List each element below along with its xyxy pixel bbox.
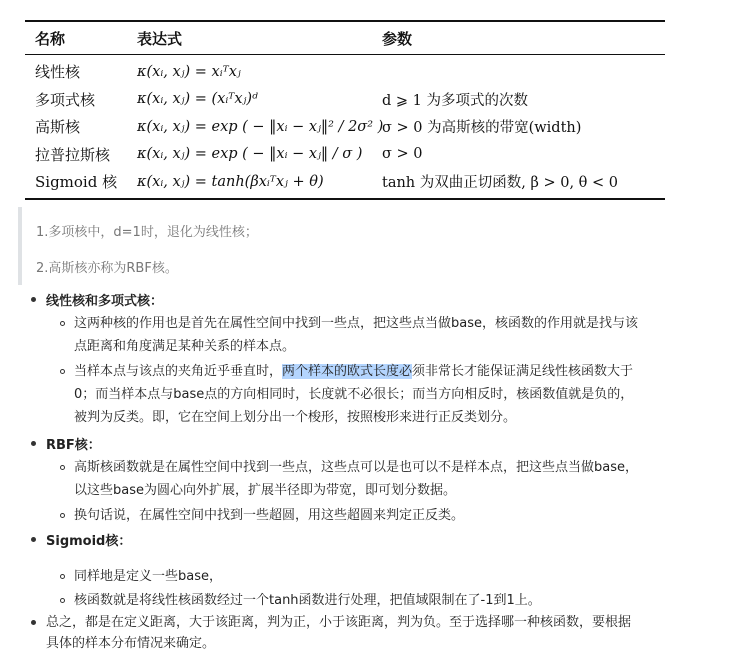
quote-line: 2.高斯核亦称为RBF核。 xyxy=(36,261,178,276)
kernel-expression: κ(xᵢ, xⱼ) = (xᵢᵀxⱼ)ᵈ xyxy=(137,91,258,108)
kernel-expression: κ(xᵢ, xⱼ) = xᵢᵀxⱼ xyxy=(137,63,241,80)
quote-line: 1.多项核中，d=1时，退化为线性核； xyxy=(36,225,258,240)
kernel-name: Sigmoid 核 xyxy=(35,173,118,192)
bullet-circle xyxy=(60,321,65,326)
bullet-disc xyxy=(31,441,36,446)
bullet-circle xyxy=(60,513,65,518)
header-parameters: 参数 xyxy=(382,29,413,48)
text-line: 这两种核的作用也是首先在属性空间中找到一些点，把这些点当做base，核函数的作用就是找与该 xyxy=(74,316,638,331)
kernel-parameter: d ⩾ 1 为多项式的次数 xyxy=(382,92,528,109)
kernel-expression: κ(xᵢ, xⱼ) = exp ( − ‖xᵢ − xⱼ‖² / 2σ² ) xyxy=(137,118,384,135)
kernel-parameter: σ > 0 xyxy=(382,146,423,163)
bullet-circle xyxy=(60,465,65,470)
bullet-disc xyxy=(31,537,36,542)
kernel-parameter: σ > 0 为高斯核的带宽(width) xyxy=(382,120,582,137)
section-heading-linear-poly: 线性核和多项式核： xyxy=(46,294,164,309)
text-line: 以这些base为圆心向外扩展，扩展半径即为带宽，即可划分数据。 xyxy=(74,483,456,498)
text-line: 点距离和角度满足某种关系的样本点。 xyxy=(74,339,296,354)
header-name: 名称 xyxy=(35,29,66,48)
bullet-circle xyxy=(60,369,65,374)
kernel-name: 线性核 xyxy=(35,63,81,82)
text-line: 总之，都是在定义距离，大于该距离，判为正，小于该距离，判为负。至于选择哪一种核函数，要根据 xyxy=(46,615,632,630)
kernel-name: 多项式核 xyxy=(35,90,96,109)
text-line xyxy=(74,361,633,383)
text-segment: 当样本点与该点的夹角近乎垂直时， xyxy=(74,364,283,379)
text-line: 同样地是定义一些base， xyxy=(74,569,222,584)
text-line: 高斯核函数就是在属性空间中找到一些点，这些点可以是也可以不是样本点，把这些点当做base， xyxy=(74,460,638,475)
text-line: 换句话说，在属性空间中找到一些超圆，用这些超圆来判定正反类。 xyxy=(74,508,465,523)
kernel-expression: κ(xᵢ, xⱼ) = tanh(βxᵢᵀxⱼ + θ) xyxy=(137,173,324,190)
kernel-name: 拉普拉斯核 xyxy=(35,145,111,164)
section-heading-sigmoid: Sigmoid核： xyxy=(46,534,132,549)
text-line: 被判为反类。即，它在空间上划分出一个梭形，按照梭形来进行正反类划分。 xyxy=(74,410,517,425)
kernel-parameter: tanh 为双曲正切函数, β > 0, θ < 0 xyxy=(382,175,618,192)
text-line: 核函数就是将线性核函数经过一个tanh函数进行处理，把值域限制在了-1到1上。 xyxy=(74,593,541,608)
kernel-expression: κ(xᵢ, xⱼ) = exp ( − ‖xᵢ − xⱼ‖ / σ ) xyxy=(137,146,363,163)
bullet-circle xyxy=(60,598,65,603)
text-line: 具体的样本分布情况来确定。 xyxy=(46,636,216,651)
selected-text-highlight[interactable]: 两个样本的欧式长度必 xyxy=(282,364,413,379)
text-segment: 须非常长才能保证满足线性核函数大于 xyxy=(412,364,634,379)
text-line: 0；而当样本点与base点的方向相同时，长度就不必很长；而当方向相反时，核函数值就是负的， xyxy=(74,387,634,402)
header-expression: 表达式 xyxy=(137,29,183,48)
kernel-name: 高斯核 xyxy=(35,118,81,137)
section-heading-rbf: RBF核： xyxy=(46,438,101,453)
bullet-circle xyxy=(60,574,65,579)
bullet-disc xyxy=(31,620,36,625)
bullet-disc xyxy=(31,297,36,302)
